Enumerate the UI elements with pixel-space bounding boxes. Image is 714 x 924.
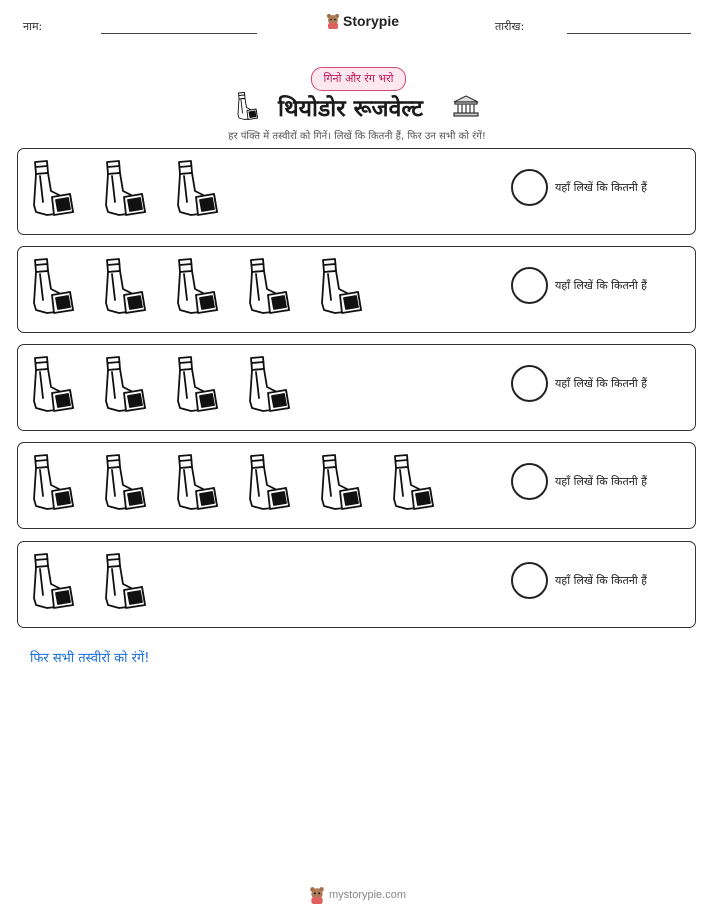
footer-instruction: फिर सभी तस्वीरों को रंगें! (30, 651, 150, 666)
count-row (17, 148, 696, 235)
inhaler-icon (318, 454, 362, 510)
inhaler-icon (30, 553, 74, 609)
count-row (17, 541, 696, 628)
footer-url[interactable]: mystorypie.com (329, 889, 407, 901)
count-row (17, 344, 696, 431)
inhaler-icon (246, 258, 290, 314)
answer-circle[interactable] (511, 365, 548, 402)
answer-prompt: यहाँ लिखें कि कितनी हैं (555, 377, 648, 390)
page-title: थियोडोर रूजवेल्ट (278, 96, 423, 122)
inhaler-icon (174, 258, 218, 314)
inhaler-icon (174, 160, 218, 216)
building-icon (452, 94, 480, 118)
count-row (17, 246, 696, 333)
answer-circle[interactable] (511, 463, 548, 500)
inhaler-icon (102, 553, 146, 609)
inhaler-icon (102, 356, 146, 412)
inhaler-icon (30, 160, 74, 216)
inhaler-icon (174, 356, 218, 412)
answer-prompt: यहाँ लिखें कि कितनी हैं (555, 475, 648, 488)
answer-circle[interactable] (511, 169, 548, 206)
inhaler-icon (30, 356, 74, 412)
date-label: तारीख: (495, 20, 525, 33)
inhaler-icon (102, 160, 146, 216)
answer-prompt: यहाँ लिखें कि कितनी हैं (555, 574, 648, 587)
bear-icon (326, 13, 340, 29)
inhaler-icon (236, 92, 258, 120)
inhaler-icon (30, 258, 74, 314)
footer-brand (309, 886, 406, 904)
activity-badge: गिनो और रंग भरो (311, 67, 406, 91)
count-row (17, 442, 696, 529)
bear-icon (309, 886, 325, 904)
answer-prompt: यहाँ लिखें कि कितनी हैं (555, 279, 648, 292)
inhaler-icon (390, 454, 434, 510)
answer-prompt: यहाँ लिखें कि कितनी हैं (555, 181, 648, 194)
name-label: नाम: (23, 20, 43, 33)
inhaler-icon (102, 454, 146, 510)
inhaler-icon (174, 454, 218, 510)
inhaler-icon (30, 454, 74, 510)
brand-logo (326, 13, 399, 29)
inhaler-icon (102, 258, 146, 314)
answer-circle[interactable] (511, 562, 548, 599)
inhaler-icon (246, 356, 290, 412)
answer-circle[interactable] (511, 267, 548, 304)
inhaler-icon (318, 258, 362, 314)
instructions: हर पंक्ति में तस्वीरों को गिनें। लिखें कि कितनी हैं, फिर उन सभी को रंगें! (228, 131, 486, 142)
inhaler-icon (246, 454, 290, 510)
title-row (0, 91, 714, 123)
date-line[interactable] (567, 33, 691, 34)
name-line[interactable] (101, 33, 257, 34)
brand-name: Storypie (343, 13, 400, 29)
